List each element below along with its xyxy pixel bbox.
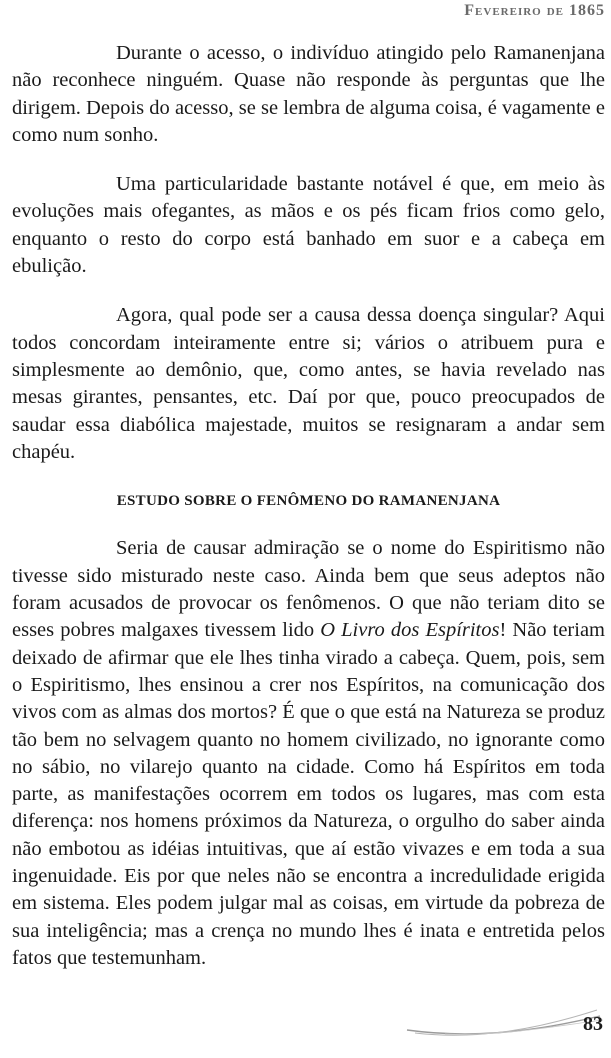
paragraph-1: Durante o acesso, o indivíduo atingido pelo Ramanenjana não reconhece ninguém. Quase não responde às perguntas que lhe dirigem. Depois do acesso, se se lembra de alguma coisa, é vagamente e como num sonho. (12, 42, 605, 146)
paragraph-4-text-end: ! Não teriam deixado de afirmar que ele lhes tinha virado a cabeça. Quem, pois, sem o Espiritismo, lhes ensinou a crer nos Espíritos, na comunicação dos vivos com as almas dos mortos? É que o que está na Natureza se produz tão bem no selvagem quanto no homem civilizado, no ignorante como no sábio, no vilarejo quanto na cidade. Como há Espíritos em toda parte, as manifestações ocorrem em todos os lugares, mas com esta diferença: nos homens próximos da Natureza, o orgulho do saber ainda não embotou as idéias intuitivas, que aí estão vivazes e em toda a sua ingenuidade. Eis por que neles não se encontra a incredulidade erigida em sistema. Eles podem julgar mal as coisas, em virtude da pobreza de sua inteligência; mas a crença no mundo lhes é inata e entretida pelos fatos que testemunham. (12, 619, 605, 969)
page-body (12, 40, 605, 994)
footer-ornament-icon (405, 1000, 605, 1040)
running-header: Fevereiro de 1865 (464, 2, 605, 19)
book-title: O Livro dos Espíritos (320, 619, 500, 642)
paragraph-3: Agora, qual pode ser a causa dessa doença singular? Aqui todos concordam inteiramente entre si; vários o atribuem pura e simplesmente ao demônio, que, como antes, se havia revelado nas mesas girantes, pensantes, etc. Daí por que, pouco preocupados de saudar essa diabólica majestade, muitos se resignaram a andar sem chapéu. (12, 304, 605, 463)
paragraph-2: Uma particularidade bastante notável é que, em meio às evoluções mais ofegantes, as mãos e os pés ficam frios como gelo, enquanto o resto do corpo está banhado em suor e a cabeça em ebulição. (12, 173, 605, 278)
section-title: ESTUDO SOBRE O FENÔMENO DO RAMANENJANA (116, 493, 501, 510)
paragraph-4 (12, 535, 605, 972)
page-number: 83 (583, 1013, 603, 1035)
paragraph-4-text-start: Seria de causar admiração se o nome do Espiritismo não tivesse sido misturado neste caso. Ainda bem que seus adeptos não foram acusados de provocar os fenômenos. O que não teriam dito se esses pobres malgaxes tivessem lido (12, 537, 605, 642)
